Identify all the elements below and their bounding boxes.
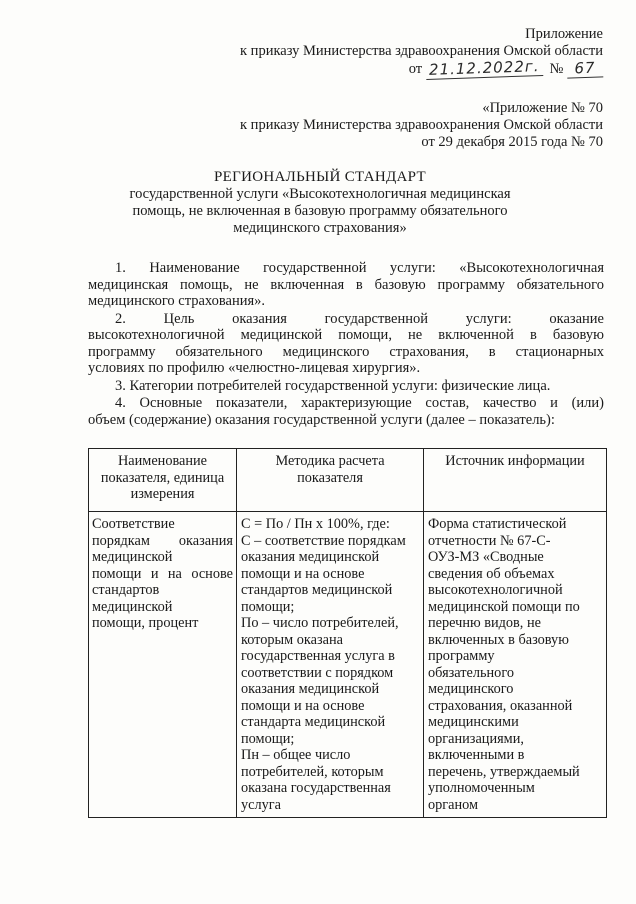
- cell-line: стандартов: [92, 582, 160, 598]
- paragraph-service-goal: [88, 311, 604, 377]
- indicators-table: [88, 448, 607, 818]
- document-subtitle-line: медицинского страхования»: [233, 220, 407, 236]
- paragraph-consumer-categories: [88, 378, 604, 395]
- appendix-order-line: к приказу Министерства здравоохранения Омской области: [240, 43, 603, 59]
- cell-line: высокотехнологичной: [428, 582, 563, 598]
- cell-line: страхования, оказанной: [428, 697, 573, 714]
- cell-line: которым оказана: [241, 631, 343, 648]
- document-body: [88, 260, 604, 428]
- paragraph-line: программу обязательного медицинского страхования, в стационарных: [88, 343, 604, 360]
- previous-order-date: от 29 декабря 2015 года № 70: [421, 134, 603, 150]
- paragraph-line: условиях по профилю «челюстно-лицевая хирургия».: [88, 360, 421, 376]
- cell-line: ОУЗ-МЗ «Сводные: [428, 549, 544, 565]
- cell-line: медицинской помощи по: [428, 598, 580, 615]
- previous-order-line: к приказу Министерства здравоохранения Омской области: [240, 117, 603, 133]
- cell-line: помощи;: [241, 730, 295, 747]
- cell-line: порядкам оказания: [92, 532, 233, 549]
- document-subtitle-line: помощь, не включенная в базовую программу обязательного: [132, 203, 508, 219]
- previous-order-header: [240, 100, 603, 151]
- appendix-header: [240, 26, 603, 78]
- appendix-number-label: №: [549, 61, 564, 77]
- cell-line: С – соответствие порядкам: [241, 532, 406, 549]
- cell-line: медицинского: [428, 681, 514, 697]
- header-line: измерения: [130, 486, 195, 502]
- cell-line: Пн – общее число: [241, 747, 351, 763]
- cell-line: государственная услуга в: [241, 648, 395, 664]
- cell-line: отчетности № 67-С-: [428, 532, 551, 549]
- cell-line: уполномоченным: [428, 780, 535, 796]
- handwritten-number: 67: [567, 59, 604, 78]
- cell-line: медицинской: [92, 549, 173, 565]
- cell-line: Форма статистической: [428, 516, 567, 532]
- cell-line: помощи, процент: [92, 615, 199, 631]
- paragraph-line: 2. Цель оказания государственной услуги: оказание: [115, 310, 604, 327]
- cell-line: медицинскими: [428, 714, 519, 730]
- header-line: Методика расчета: [275, 453, 385, 469]
- paragraph-line: 4. Основные показатели, характеризующие состав, качество и (или): [115, 395, 604, 411]
- header-indicator-name: [89, 449, 237, 512]
- cell-line: включенными в: [428, 747, 525, 763]
- cell-line: услуга: [241, 796, 281, 813]
- cell-line: помощи и на основе: [92, 565, 233, 582]
- paragraph-line: высокотехнологичной медицинской помощи, не включенной в базовую: [88, 327, 604, 343]
- previous-appendix-title: «Приложение № 70: [482, 100, 603, 116]
- appendix-title: Приложение: [525, 26, 603, 42]
- cell-line: Соответствие: [92, 516, 175, 532]
- paragraph-service-name: [88, 260, 604, 310]
- cell-line: органом: [428, 796, 479, 813]
- cell-line: обязательного: [428, 664, 514, 681]
- table-header-row: [89, 449, 607, 512]
- cell-line: потребителей, которым: [241, 763, 384, 780]
- cell-line: стандартов медицинской: [241, 582, 393, 598]
- paragraph-line: медицинского страхования».: [88, 293, 266, 309]
- cell-line: перечню видов, не: [428, 615, 541, 631]
- header-line: показателя, единица: [100, 469, 225, 486]
- table-row: [89, 512, 607, 818]
- header-line: Наименование: [117, 453, 208, 469]
- indicators-table-wrapper: [88, 448, 606, 818]
- appendix-from-label: от: [408, 61, 423, 77]
- cell-line: сведения об объемах: [428, 565, 555, 582]
- header-line: показателя: [297, 469, 363, 486]
- appendix-date-line: [240, 57, 603, 79]
- cell-line: программу: [428, 648, 495, 664]
- document-subtitle-line: государственной услуги «Высокотехнологичная медицинская: [129, 186, 511, 202]
- paragraph-line: объем (содержание) оказания государственной услуги (далее – показатель):: [88, 411, 555, 428]
- paragraph-main-indicators: [88, 395, 604, 428]
- cell-line: стандарта медицинской: [241, 714, 386, 730]
- cell-line: оказания медицинской: [241, 681, 380, 697]
- paragraph-line: 1. Наименование государственной услуги: «Высокотехнологичная: [115, 260, 604, 276]
- header-line: Источник информации: [445, 453, 585, 469]
- cell-line: помощи;: [241, 598, 295, 615]
- document-title-block: [80, 168, 560, 237]
- cell-line: помощи и на основе: [241, 565, 365, 582]
- cell-line: помощи и на основе: [241, 697, 365, 714]
- cell-line: С = По / Пн х 100%, где:: [241, 516, 390, 532]
- cell-line: организациями,: [428, 730, 524, 747]
- cell-information-source: [424, 512, 607, 818]
- document-title: РЕГИОНАЛЬНЫЙ СТАНДАРТ: [214, 169, 426, 185]
- cell-line: оказания медицинской: [241, 549, 380, 565]
- cell-line: оказана государственная: [241, 780, 391, 796]
- paragraph-line: 3. Категории потребителей государственной услуги: физические лица.: [115, 377, 551, 394]
- cell-line: медицинской: [92, 598, 173, 615]
- cell-line: По – число потребителей,: [241, 615, 399, 631]
- cell-line: соответствии с порядком: [241, 664, 394, 681]
- cell-indicator-name: [89, 512, 237, 818]
- cell-line: перечень, утверждаемый: [428, 763, 580, 780]
- paragraph-line: медицинская помощь, не включенная в базовую программу обязательного: [88, 276, 604, 293]
- header-calculation-method: [237, 449, 424, 512]
- cell-line: включенных в базовую: [428, 631, 569, 648]
- header-information-source: [424, 449, 607, 512]
- cell-calculation-method: [237, 512, 424, 818]
- handwritten-date: 21.12.2022г.: [425, 58, 542, 80]
